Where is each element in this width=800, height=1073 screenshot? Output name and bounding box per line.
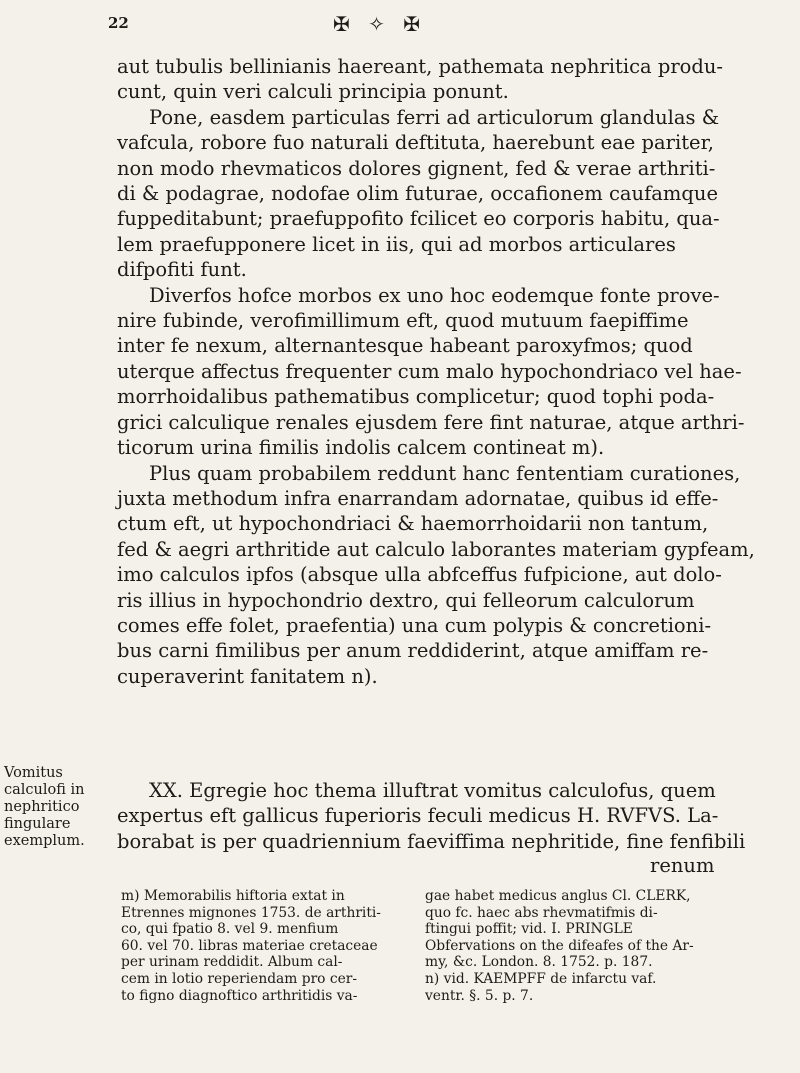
text-line: grici calculique renales ejusdem fere fint naturae, atque arthri-: [117, 410, 745, 434]
text-line: cuperaverint fanitatem n).: [117, 664, 378, 688]
text-line: expertus eft gallicus fuperioris feculi medicus H. RVFVS. La-: [117, 804, 719, 828]
margin-note-line: fingulare: [4, 816, 71, 832]
text-line: Diverfos hofce morbos ex uno hoc eodemque fonte prove-: [149, 283, 720, 307]
section-xx: [117, 778, 746, 854]
page-header: [108, 8, 698, 38]
margin-note-line: exemplum.: [4, 833, 85, 849]
footnote-line: Obfervations on the difeafes of the Ar-: [425, 937, 694, 954]
page-number: 22: [108, 14, 129, 32]
footnote-line: m) Memorabilis hiftoria extat in: [121, 888, 345, 904]
margin-note-line: nephritico: [4, 799, 80, 815]
footnote-line: quo fc. haec abs rhevmatifmis di-: [425, 904, 658, 921]
text-line: Pone, easdem particulas ferri ad articulorum glandulas &: [149, 105, 720, 129]
footnote-line: my, &c. London. 8. 1752. p. 187.: [425, 954, 653, 971]
section-first-line: [117, 778, 717, 803]
main-text: [117, 54, 755, 689]
section-number: XX.: [149, 779, 183, 802]
paragraph-2: [117, 105, 720, 283]
footnote-line: cem in lotio reperiendam pro cer-: [121, 970, 358, 987]
text-line: ctum eft, ut hypochondriaci & haemorrhoidarii non tantum,: [117, 512, 709, 536]
text-line: nire fubinde, verofimillimum eft, quod mutuum faepiffime: [117, 309, 689, 333]
margin-note: [4, 765, 84, 850]
footnote-line: Etrennes mignones 1753. de arthriti-: [121, 904, 381, 921]
text-line: juxta methodum infra enarrandam adornatae, quibus id effe-: [117, 486, 719, 510]
paragraph-1: [117, 54, 724, 105]
text-line: non modo rhevmaticos dolores gignent, fed & verae arthriti-: [117, 156, 716, 180]
text-line: imo calculos ipfos (absque ulla abfceffus fufpicione, aut dolo-: [117, 563, 722, 587]
text-line: borabat is per quadriennium faeviffima nephritide, fine fenfibili: [117, 829, 746, 853]
text-line: morrhoidalibus pathematibus complicetur; quod tophi poda-: [117, 385, 715, 409]
text-line: vafcula, robore fuo naturali deftituta, haerebunt eae pariter,: [117, 131, 714, 155]
footnote-column-left: [121, 888, 411, 1004]
text-line: bus carni fimilibus per anum reddiderint, atque amiffam re-: [117, 639, 709, 663]
text-line: Plus quam probabilem reddunt hanc fententiam curationes,: [149, 461, 741, 485]
footnote-column-right: [425, 888, 715, 1004]
footnote-line: per urinam reddidit. Album cal-: [121, 954, 343, 971]
text-line: di & podagrae, nodofae olim futurae, occafionem caufamque: [117, 182, 718, 206]
margin-note-line: Vomitus: [4, 765, 63, 781]
footnote-line: ventr. §. 5. p. 7.: [425, 987, 534, 1004]
catchword: renum: [650, 854, 715, 877]
text-line: lem praefupponere licet in iis, qui ad morbos articulares: [117, 232, 676, 256]
paragraph-3: [117, 283, 745, 461]
text-line: fuppeditabunt; praefuppofito fcilicet eo corporis habitu, qua-: [117, 207, 720, 231]
text-line: ticorum urina fimilis indolis calcem contineat m).: [117, 436, 605, 460]
text-line: Egregie hoc thema illuftrat vomitus calculofus, quem: [189, 779, 716, 802]
footnote-line: to figno diagnoftico arthritidis va-: [121, 987, 358, 1004]
text-line: inter fe nexum, alternantesque habeant paroxyfmos; quod: [117, 334, 693, 358]
footnote-line: 60. vel 70. libras materiae cretaceae: [121, 937, 378, 954]
footnote-line: n) vid. KAEMPFF de infarctu vaf.: [425, 970, 657, 987]
text-line: difpofiti funt.: [117, 258, 247, 282]
header-ornament: ✠ ✧ ✠: [333, 12, 426, 36]
footnote-line: co, qui fpatio 8. vel 9. menfium: [121, 921, 339, 938]
paragraph-4: [117, 461, 755, 690]
text-line: aut tubulis bellinianis haereant, pathemata nephritica produ-: [117, 55, 724, 78]
text-line: uterque affectus frequenter cum malo hypochondriaco vel hae-: [117, 359, 742, 383]
text-line: fed & aegri arthritide aut calculo laborantes materiam gypfeam,: [117, 537, 755, 561]
footnote-line: gae habet medicus anglus Cl. CLERK,: [425, 888, 691, 904]
footnote-line: ftingui poffit; vid. I. PRINGLE: [425, 921, 633, 938]
text-line: ris illius in hypochondrio dextro, qui felleorum calculorum: [117, 588, 695, 612]
text-line: comes effe folet, praefentia) una cum polypis & concretioni-: [117, 613, 712, 637]
text-line: cunt, quin veri calculi principia ponunt.: [117, 80, 509, 104]
margin-note-line: calculofi in: [4, 782, 85, 798]
